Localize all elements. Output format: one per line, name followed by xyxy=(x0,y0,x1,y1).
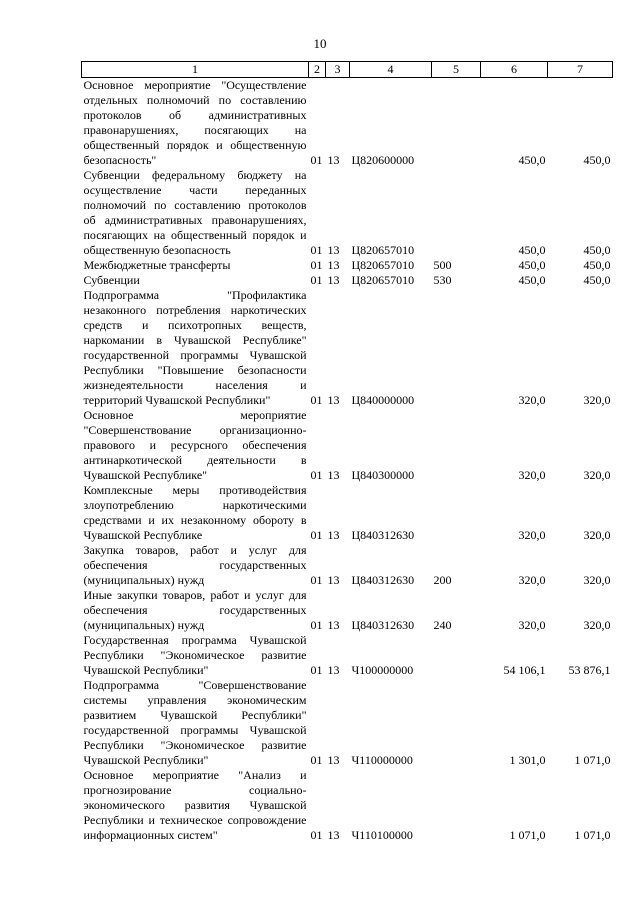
row-description: Иные закупки товаров, работ и услуг для обеспечения государственных (муниципальных) нужд xyxy=(83,588,307,632)
budget-table xyxy=(81,61,613,843)
subsection-code: 13 xyxy=(327,663,340,677)
amount-year-1: 320,0 xyxy=(518,573,546,587)
header-col-6: 6 xyxy=(481,62,548,78)
subsection-code: 13 xyxy=(327,573,340,587)
amount-year-2: 320,0 xyxy=(583,618,611,632)
section-code: 01 xyxy=(310,828,323,842)
amount-year-1: 320,0 xyxy=(518,393,546,407)
subsection-code: 13 xyxy=(327,258,340,272)
target-article-code: Ц840312630 xyxy=(351,528,415,542)
subsection-code: 13 xyxy=(327,828,340,842)
amount-year-1: 1 301,0 xyxy=(509,753,546,767)
amount-year-2: 53 876,1 xyxy=(568,663,611,677)
section-code: 01 xyxy=(310,153,323,167)
amount-year-1: 1 071,0 xyxy=(509,828,546,842)
row-description: Подпрограмма "Профилактика незаконного потребления наркотических средств и психотропных веществ, наркомании в Чувашской Республике" государственной программы Чувашской Республики "Повышение безопасности жизнедеятельности населения и территорий Чувашской Республики" xyxy=(83,288,307,407)
section-code: 01 xyxy=(310,393,323,407)
target-article-code: Ц820657010 xyxy=(351,273,415,287)
expense-type-code xyxy=(432,678,481,768)
target-article-code: Ц840312630 xyxy=(351,618,415,632)
amount-year-2: 320,0 xyxy=(583,528,611,542)
table-row xyxy=(82,258,613,273)
row-description: Субвенции xyxy=(83,273,140,287)
section-code: 01 xyxy=(310,243,323,257)
subsection-code: 13 xyxy=(327,468,340,482)
section-code: 01 xyxy=(310,663,323,677)
header-col-2: 2 xyxy=(309,62,326,78)
expense-type-code: 500 xyxy=(433,258,452,272)
amount-year-2: 320,0 xyxy=(583,573,611,587)
target-article-code: Ц840300000 xyxy=(351,468,415,482)
amount-year-2: 1 071,0 xyxy=(574,828,611,842)
amount-year-2: 450,0 xyxy=(583,273,611,287)
target-article-code: Ч100000000 xyxy=(351,663,414,677)
subsection-code: 13 xyxy=(327,153,340,167)
header-col-4: 4 xyxy=(350,62,432,78)
section-code: 01 xyxy=(310,528,323,542)
row-description: Основное мероприятие "Анализ и прогнозирование социально-экономического развития Чувашской Республики и техническое сопровождение информационных систем" xyxy=(83,768,307,842)
header-col-5: 5 xyxy=(432,62,481,78)
amount-year-1: 450,0 xyxy=(518,153,546,167)
table-row xyxy=(82,633,613,678)
subsection-code: 13 xyxy=(327,243,340,257)
expense-type-code: 530 xyxy=(433,273,452,287)
subsection-code: 13 xyxy=(327,528,340,542)
amount-year-1: 320,0 xyxy=(518,528,546,542)
table-row xyxy=(82,768,613,843)
section-code: 01 xyxy=(310,273,323,287)
row-description: Государственная программа Чувашской Республики "Экономическое развитие Чувашской Республики" xyxy=(83,633,307,677)
subsection-code: 13 xyxy=(327,273,340,287)
section-code: 01 xyxy=(310,573,323,587)
row-description: Субвенции федеральному бюджету на осуществление части переданных полномочий по составлению протоколов об административных правонарушениях, посягающих на общественный порядок и общественную безопасность xyxy=(83,168,307,257)
target-article-code: Ц820657010 xyxy=(351,258,415,272)
target-article-code: Ч110000000 xyxy=(351,753,413,767)
table-row xyxy=(82,273,613,288)
table-row xyxy=(82,78,613,169)
row-description: Подпрограмма "Совершенствование системы управления экономическим развитием Чувашской Республики" государственной программы Чувашской Республики "Экономическое развитие Чувашской Республики" xyxy=(83,678,307,767)
row-description: Комплексные меры противодействия злоупотреблению наркотическими средствами и их незаконному обороту в Чувашской Республике xyxy=(83,483,307,542)
table-row xyxy=(82,678,613,768)
expense-type-code xyxy=(432,483,481,543)
subsection-code: 13 xyxy=(327,618,340,632)
amount-year-1: 450,0 xyxy=(518,243,546,257)
amount-year-2: 320,0 xyxy=(583,468,611,482)
expense-type-code: 200 xyxy=(433,573,452,587)
amount-year-1: 450,0 xyxy=(518,273,546,287)
amount-year-2: 320,0 xyxy=(583,393,611,407)
target-article-code: Ч110100000 xyxy=(351,828,413,842)
expense-type-code xyxy=(432,408,481,483)
expense-type-code xyxy=(432,633,481,678)
table-row xyxy=(82,168,613,258)
row-description: Закупка товаров, работ и услуг для обеспечения государственных (муниципальных) нужд xyxy=(83,543,307,587)
section-code: 01 xyxy=(310,618,323,632)
table-row xyxy=(82,408,613,483)
target-article-code: Ц840312630 xyxy=(351,573,415,587)
section-code: 01 xyxy=(310,753,323,767)
amount-year-2: 450,0 xyxy=(583,153,611,167)
amount-year-2: 450,0 xyxy=(583,258,611,272)
amount-year-1: 450,0 xyxy=(518,258,546,272)
expense-type-code xyxy=(432,78,481,169)
target-article-code: Ц840000000 xyxy=(351,393,415,407)
row-description: Межбюджетные трансферты xyxy=(83,258,231,272)
expense-type-code xyxy=(432,168,481,258)
table-row xyxy=(82,288,613,408)
subsection-code: 13 xyxy=(327,753,340,767)
target-article-code: Ц820600000 xyxy=(351,153,415,167)
table-row xyxy=(82,543,613,588)
subsection-code: 13 xyxy=(327,393,340,407)
amount-year-2: 450,0 xyxy=(583,243,611,257)
expense-type-code: 240 xyxy=(433,618,452,632)
amount-year-1: 320,0 xyxy=(518,618,546,632)
header-col-3: 3 xyxy=(326,62,350,78)
expense-type-code xyxy=(432,768,481,843)
expense-type-code xyxy=(432,288,481,408)
header-col-7: 7 xyxy=(548,62,613,78)
row-description: Основное мероприятие "Совершенствование организационно-правового и ресурсного обеспечения антинаркотической деятельности в Чувашской Республике" xyxy=(83,408,307,482)
section-code: 01 xyxy=(310,258,323,272)
row-description: Основное мероприятие "Осуществление отдельных полномочий по составлению протоколов об административных правонарушениях, посягающих на общественный порядок и общественную безопасность" xyxy=(83,78,307,167)
page-number: 10 xyxy=(313,36,327,51)
target-article-code: Ц820657010 xyxy=(351,243,415,257)
header-row xyxy=(82,62,613,78)
table-row xyxy=(82,483,613,543)
amount-year-1: 320,0 xyxy=(518,468,546,482)
amount-year-1: 54 106,1 xyxy=(503,663,546,677)
amount-year-2: 1 071,0 xyxy=(574,753,611,767)
section-code: 01 xyxy=(310,468,323,482)
header-col-1: 1 xyxy=(82,62,309,78)
table-row xyxy=(82,588,613,633)
